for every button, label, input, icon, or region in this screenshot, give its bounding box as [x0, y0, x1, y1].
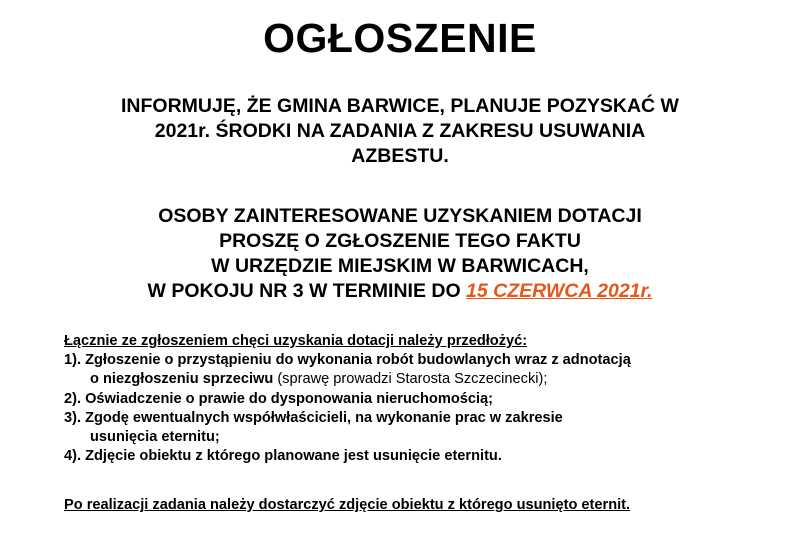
- application-line-3: W URZĘDZIE MIEJSKIM W BARWICACH,: [211, 255, 589, 277]
- requirement-item-1-note: (sprawę prowadzi Starosta Szczecinecki);: [273, 371, 548, 388]
- info-line-1: INFORMUJĘ, ŻE GMINA BARWICE, PLANUJE POZYSKAĆ W: [121, 95, 679, 117]
- requirement-item-3-continued: usunięcia eternitu;: [90, 429, 220, 446]
- info-paragraph: [20, 94, 780, 169]
- requirements-heading: Łącznie ze zgłoszeniem chęci uzyskania dotacji należy przedłożyć:: [64, 333, 528, 349]
- requirement-item-1-bold: o niezgłoszeniu sprzeciwu: [90, 371, 274, 388]
- requirement-item-2: 2). Oświadczenie o prawie do dysponowania nieruchomością;: [64, 390, 493, 407]
- application-line-2: PROSZĘ O ZGŁOSZENIE TEGO FAKTU: [219, 230, 581, 252]
- deadline-date: 15 CZERWCA 2021r.: [466, 280, 653, 302]
- requirement-item-1: 1). Zgłoszenie o przystąpieniu do wykonania robót budowlanych wraz z adnotacją: [64, 352, 631, 369]
- info-line-2: 2021r. ŚRODKI NA ZADANIA Z ZAKRESU USUWANIA: [154, 120, 646, 142]
- deadline-prefix: W POKOJU NR 3 W TERMINIE DO: [147, 280, 467, 302]
- announcement-title: OGŁOSZENIE: [263, 15, 537, 61]
- requirement-item-3: 3). Zgodę ewentualnych współwłaścicieli, na wykonanie prac w zakresie: [64, 409, 563, 426]
- footer-note: Po realizacji zadania należy dostarczyć zdjęcie obiektu z którego usunięto eternit.: [64, 497, 631, 513]
- application-paragraph: [20, 204, 780, 304]
- info-line-3: AZBESTU.: [351, 145, 449, 167]
- requirement-item-1-continued: [64, 370, 784, 389]
- application-line-4: [20, 279, 780, 304]
- requirement-item-4: 4). Zdjęcie obiektu z którego planowane jest usunięcie eternitu.: [64, 448, 502, 465]
- application-line-1: OSOBY ZAINTERESOWANE UZYSKANIEM DOTACJI: [158, 205, 642, 227]
- requirements-list: [64, 332, 784, 466]
